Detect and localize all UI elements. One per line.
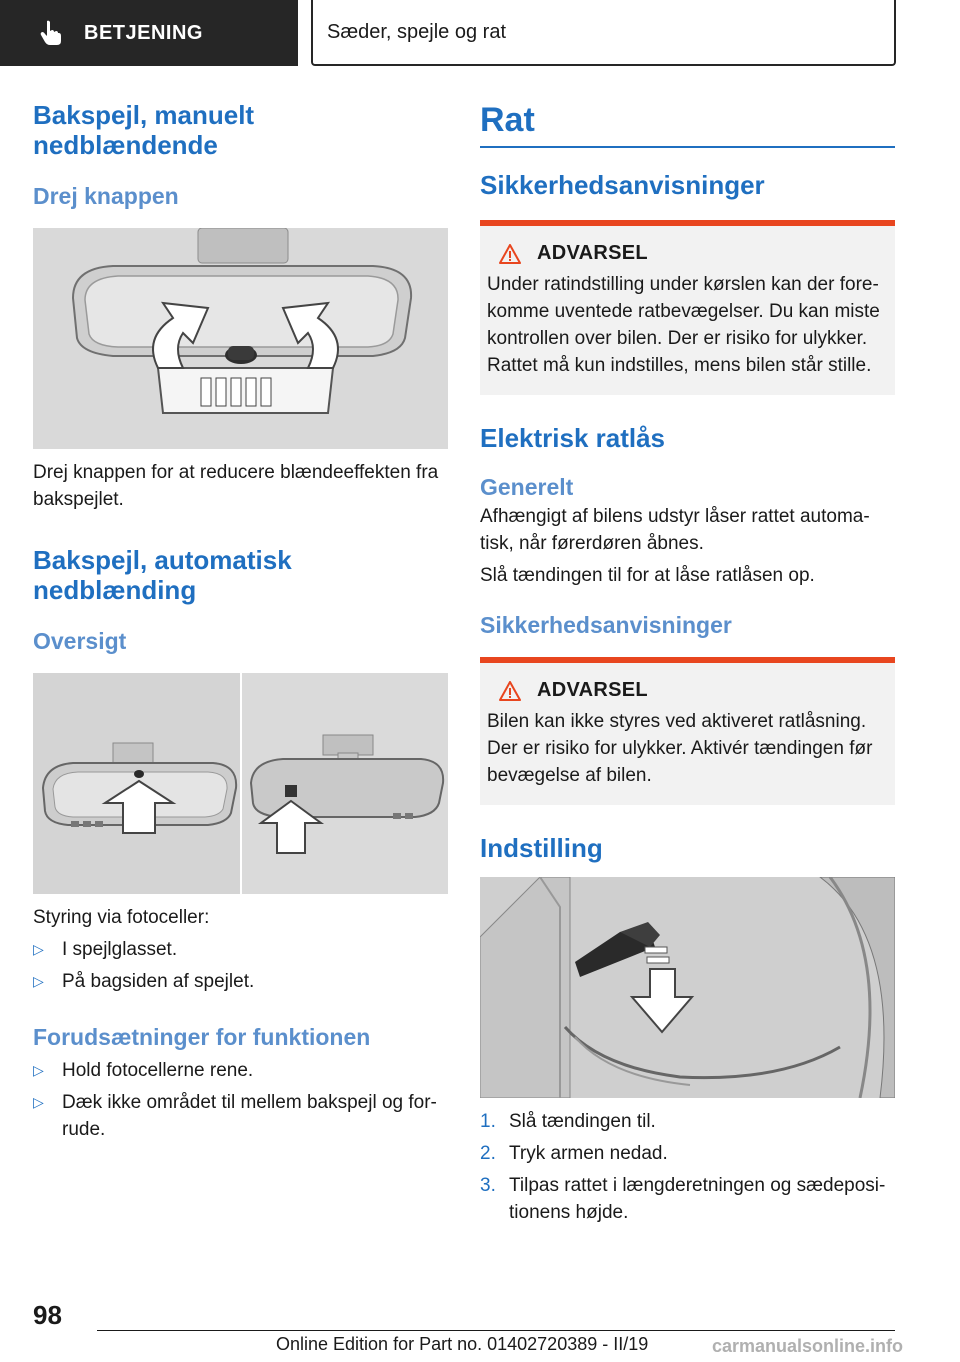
list-item: 2. Tryk armen nedad. bbox=[480, 1140, 895, 1167]
heading-electric-lock: Elektrisk ratlås bbox=[480, 423, 666, 453]
triangle-bullet-icon: ▷ bbox=[33, 973, 44, 989]
section-tab-label: BETJENING bbox=[84, 21, 203, 44]
heading-auto-mirror: Bakspejl, automatisk nedblænding bbox=[33, 545, 292, 605]
page-header bbox=[0, 0, 960, 66]
footer-edition: Online Edition for Part no. 01402720389 - II/19 bbox=[276, 1334, 649, 1354]
figure-manual-mirror bbox=[33, 228, 448, 449]
list-item: ▷ I spejlglasset. bbox=[33, 936, 448, 963]
subheading-general: Generelt bbox=[480, 474, 574, 500]
paragraph-general-1: Afhængigt af bilens udstyr låser rattet automa-tisk, når førerdøren åbnes. bbox=[480, 506, 870, 554]
paragraph-general-2: Slå tændingen til for at låse ratlåsen op. bbox=[480, 565, 815, 586]
subheading-prerequisites: Forudsætninger for funktionen bbox=[33, 1024, 371, 1050]
warning-text: Bilen kan ikke styres ved aktiveret ratlåsning. Der er risiko for ulykker. Aktivér tændingen før bevægelse af bilen. bbox=[487, 711, 873, 786]
figure-steering-lever bbox=[480, 877, 895, 1098]
heading-safety-2: Sikkerhedsanvisninger bbox=[480, 612, 732, 638]
prerequisites-list bbox=[33, 1057, 448, 1143]
triangle-bullet-icon: ▷ bbox=[33, 1094, 44, 1110]
heading-steering-wheel: Rat bbox=[480, 100, 895, 148]
list-item: 1. Slå tændingen til. bbox=[480, 1108, 895, 1135]
right-column bbox=[480, 100, 895, 1231]
watermark: carmanualsonline.info bbox=[712, 1336, 904, 1356]
warning-title: ADVARSEL bbox=[537, 679, 648, 701]
figure-auto-mirror bbox=[33, 673, 448, 894]
chapter-title-box bbox=[311, 0, 896, 66]
heading-safety-1: Sikkerhedsanvisninger bbox=[480, 170, 765, 200]
subheading-turn-knob: Drej knappen bbox=[33, 183, 179, 209]
list-item: ▷ Hold fotocellerne rene. bbox=[33, 1057, 448, 1084]
list-item: ▷ På bagsiden af spejlet. bbox=[33, 968, 448, 995]
chapter-title: Sæder, spejle og rat bbox=[327, 20, 506, 43]
step-number: 1. bbox=[480, 1111, 496, 1132]
warning-text: Under ratindstilling under kørslen kan der fore-komme uventede ratbevægelser. Du kan miste kontrollen over bilen. Der er risiko for ulykker. Rattet må kun indstilles, mens bilen står stille. bbox=[487, 274, 880, 376]
hand-pointer-icon bbox=[40, 20, 62, 46]
list-item: 3. Tilpas rattet i længderetningen og sædeposi-tionens højde. bbox=[480, 1172, 895, 1226]
triangle-bullet-icon: ▷ bbox=[33, 941, 44, 957]
left-column bbox=[33, 100, 448, 1148]
warning-title: ADVARSEL bbox=[537, 242, 648, 264]
subheading-overview: Oversigt bbox=[33, 628, 127, 654]
step-number: 3. bbox=[480, 1175, 496, 1196]
triangle-bullet-icon: ▷ bbox=[33, 1062, 44, 1078]
footer-divider bbox=[97, 1330, 895, 1331]
section-tab[interactable] bbox=[0, 0, 298, 66]
list-item: ▷ Dæk ikke området til mellem bakspejl og for-rude. bbox=[33, 1089, 448, 1143]
photocell-list bbox=[33, 936, 448, 995]
step-number: 2. bbox=[480, 1143, 496, 1164]
heading-manual-mirror: Bakspejl, manuelt nedblændende bbox=[33, 100, 255, 160]
warning-box-1 bbox=[480, 220, 895, 395]
warning-triangle-icon bbox=[499, 681, 521, 701]
page-number: 98 bbox=[33, 1300, 62, 1330]
warning-box-2 bbox=[480, 657, 895, 805]
heading-adjustment: Indstilling bbox=[480, 833, 603, 863]
paragraph-photocells: Styring via fotoceller: bbox=[33, 907, 210, 928]
warning-triangle-icon bbox=[499, 244, 521, 264]
paragraph-turn-knob: Drej knappen for at reducere blændeeffekten fra bakspejlet. bbox=[33, 462, 439, 510]
adjustment-steps bbox=[480, 1108, 895, 1226]
